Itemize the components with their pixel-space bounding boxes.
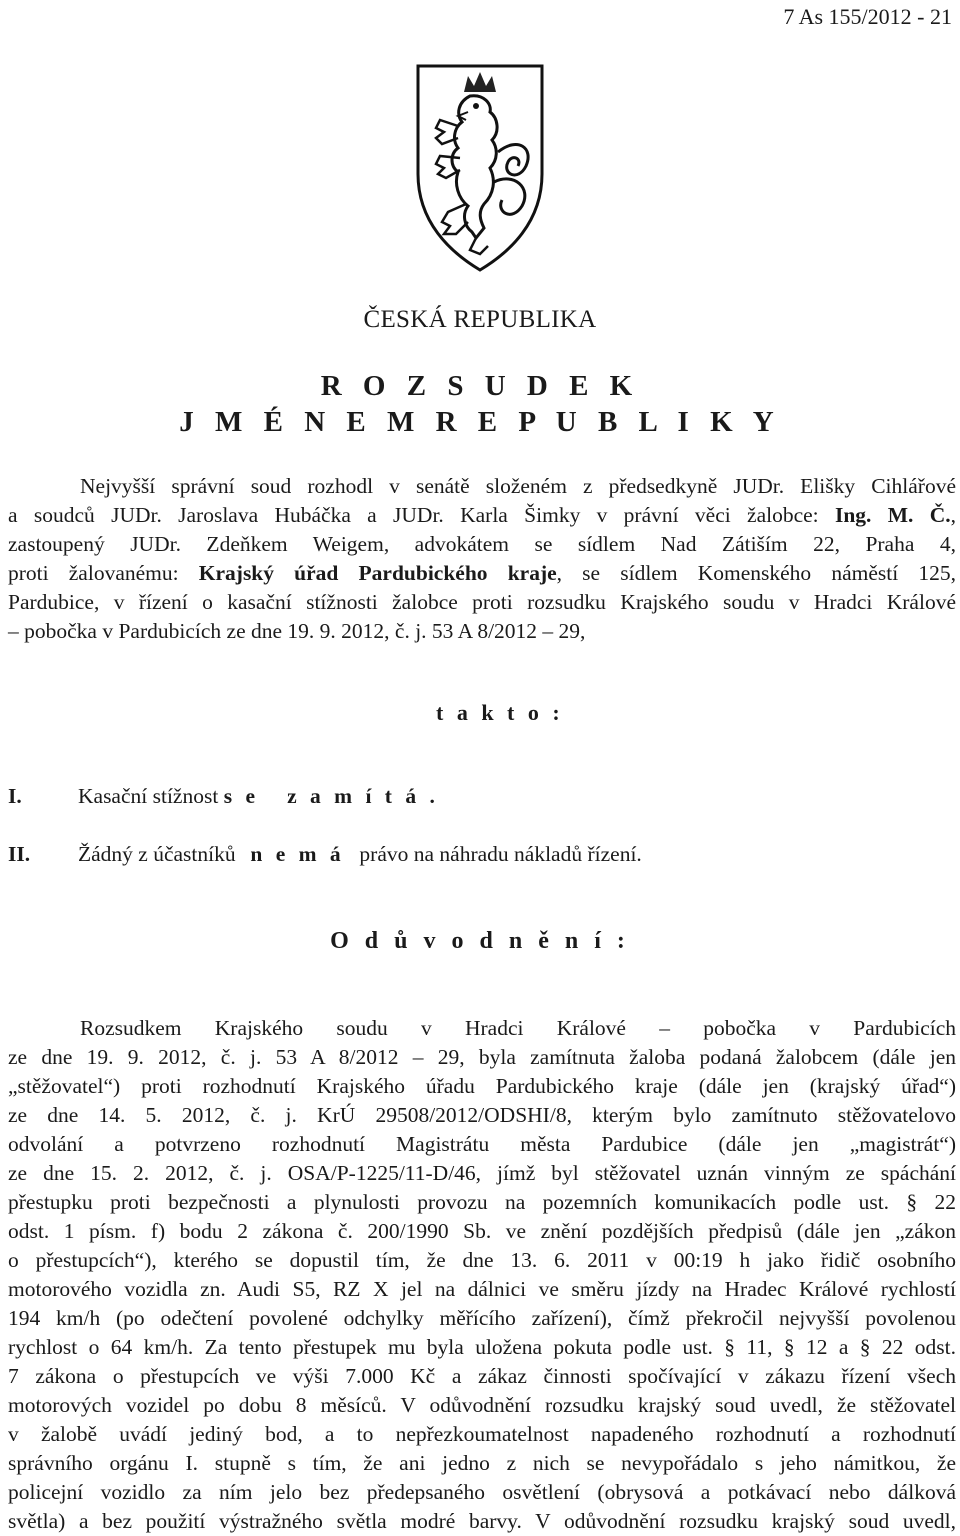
intro-line: a soudců JUDr. Jaroslava Hubáčka a JUDr. Karla Šimky v právní věci žalobce: Ing. M. Č., (8, 503, 956, 527)
reasoning-line: 194 km/h (po odečtení povolené odchylky měřícího zařízení), čímž překročil nejvyšší povolenou (8, 1306, 956, 1330)
verdict-item: II. Žádný z účastníků n e m á právo na náhradu nákladů řízení. (8, 842, 642, 866)
reasoning-line: správního orgánu I. stupně s tím, že ani jedno z nich se nevypořádalo s jeho námitkou, že (8, 1451, 956, 1475)
intro-line: – pobočka v Pardubicích ze dne 19. 9. 2012, č. j. 53 A 8/2012 – 29, (8, 619, 586, 643)
document-title: R O Z S U D E K (320, 370, 640, 402)
reasoning-line: motorových vozidel po dobu 8 měsíců. V odůvodnění rozsudku krajský soud uvedl, že stěžovatel (8, 1393, 956, 1417)
defendant-name: Krajský úřad Pardubického kraje (198, 561, 557, 585)
page-reference: 7 As 155/2012 - 21 (783, 4, 952, 29)
plaintiff-name: Ing. M. Č. (834, 503, 951, 527)
reasoning-line: o přestupcích“), kterého se dopustil tím, že dne 13. 6. 2011 v 00:19 h jako řidič osobního (8, 1248, 956, 1272)
reasoning-heading: O d ů v o d n ě n í : (330, 928, 630, 954)
reasoning-line: v žalobě uvádí jediný bod, a to nepřezkoumatelnost napadeného rozhodnutí a rozhodnutí (8, 1422, 956, 1446)
country-name: ČESKÁ REPUBLIKA (363, 306, 597, 333)
reasoning-paragraph (8, 1014, 956, 1536)
reasoning-line: přestupku proti bezpečnosti a plynulosti provozu na pozemních komunikacích podle ust. § 22 (8, 1190, 956, 1214)
intro-paragraph (8, 472, 956, 646)
verdict-emphasis: n e m á (241, 842, 355, 866)
reasoning-line: světla) a bez použití výstražného světla modré barvy. V odůvodnění rozsudku krajský soud uvedl, (8, 1509, 956, 1533)
reasoning-line: rychlost o 64 km/h. Za tento přestupek mu byla uložena pokuta podle ust. § 11, § 12 a § 22 odst. (8, 1335, 956, 1359)
reasoning-line: ze dne 15. 2. 2012, č. j. OSA/P-1225/11-D/46, jímž byl stěžovatel uznán vinným ze spáchání (8, 1161, 956, 1185)
reasoning-line: „stěžovatel“) proti rozhodnutí Krajského úřadu Pardubického kraje (dále jen (krajský úřad“) (8, 1074, 956, 1098)
reasoning-line: 7 zákona o přestupcích ve výši 7.000 Kč a zákaz činnosti spočívající v zákazu řízení všech (8, 1364, 956, 1388)
intro-line: Nejvyšší správní soud rozhodl v senátě složeném z předsedkyně JUDr. Elišky Cihlářové (80, 474, 956, 498)
verdict-number: I. (8, 784, 22, 808)
reasoning-line: motorového vozidla zn. Audi S5, RZ X jel na dálnici ve směru jízdy na Hradec Králové rychlostí (8, 1277, 956, 1301)
document-subtitle: J M É N E M R E P U B L I K Y (179, 406, 781, 438)
intro-line: zastoupený JUDr. Zdeňkem Weigem, advokátem se sídlem Nad Zátiším 22, Praha 4, (8, 532, 956, 556)
verdict-item: I. Kasační stížnost s e z a m í t á . (8, 784, 439, 808)
reasoning-line: odvolání a potvrzeno rozhodnutí Magistrátu města Pardubice (dále jen „magistrát“) (8, 1132, 956, 1156)
verdict-heading: t a k t o : (436, 700, 564, 725)
reasoning-line: ze dne 19. 9. 2012, č. j. 53 A 8/2012 – 29, byla zamítnuta žaloba podaná žalobcem (dále jen (8, 1045, 956, 1069)
verdict-emphasis: s e z a m í t á . (223, 784, 439, 808)
reasoning-line: odst. 1 písm. f) bodu 2 zákona č. 200/1990 Sb. ve znění pozdějších předpisů (dále jen „zákon (8, 1219, 956, 1243)
intro-line: proti žalovanému: Krajský úřad Pardubického kraje, se sídlem Komenského náměstí 125, (8, 561, 956, 585)
coat-of-arms-emblem (414, 62, 546, 274)
reasoning-line: Rozsudkem Krajského soudu v Hradci Králové – pobočka v Pardubicích (80, 1016, 956, 1040)
intro-line: Pardubice, v řízení o kasační stížnosti žalobce proti rozsudku Krajského soudu v Hradci Králové (8, 590, 956, 614)
verdict-number: II. (8, 842, 31, 866)
reasoning-line: policejní vozidlo za ním jelo bez předepsaného osvětlení (obrysová a potkávací nebo dálková (8, 1480, 956, 1504)
reasoning-line: ze dne 14. 5. 2012, č. j. KrÚ 29508/2012/ODSHI/8, kterým bylo zamítnuto stěžovatelovo (8, 1103, 956, 1127)
